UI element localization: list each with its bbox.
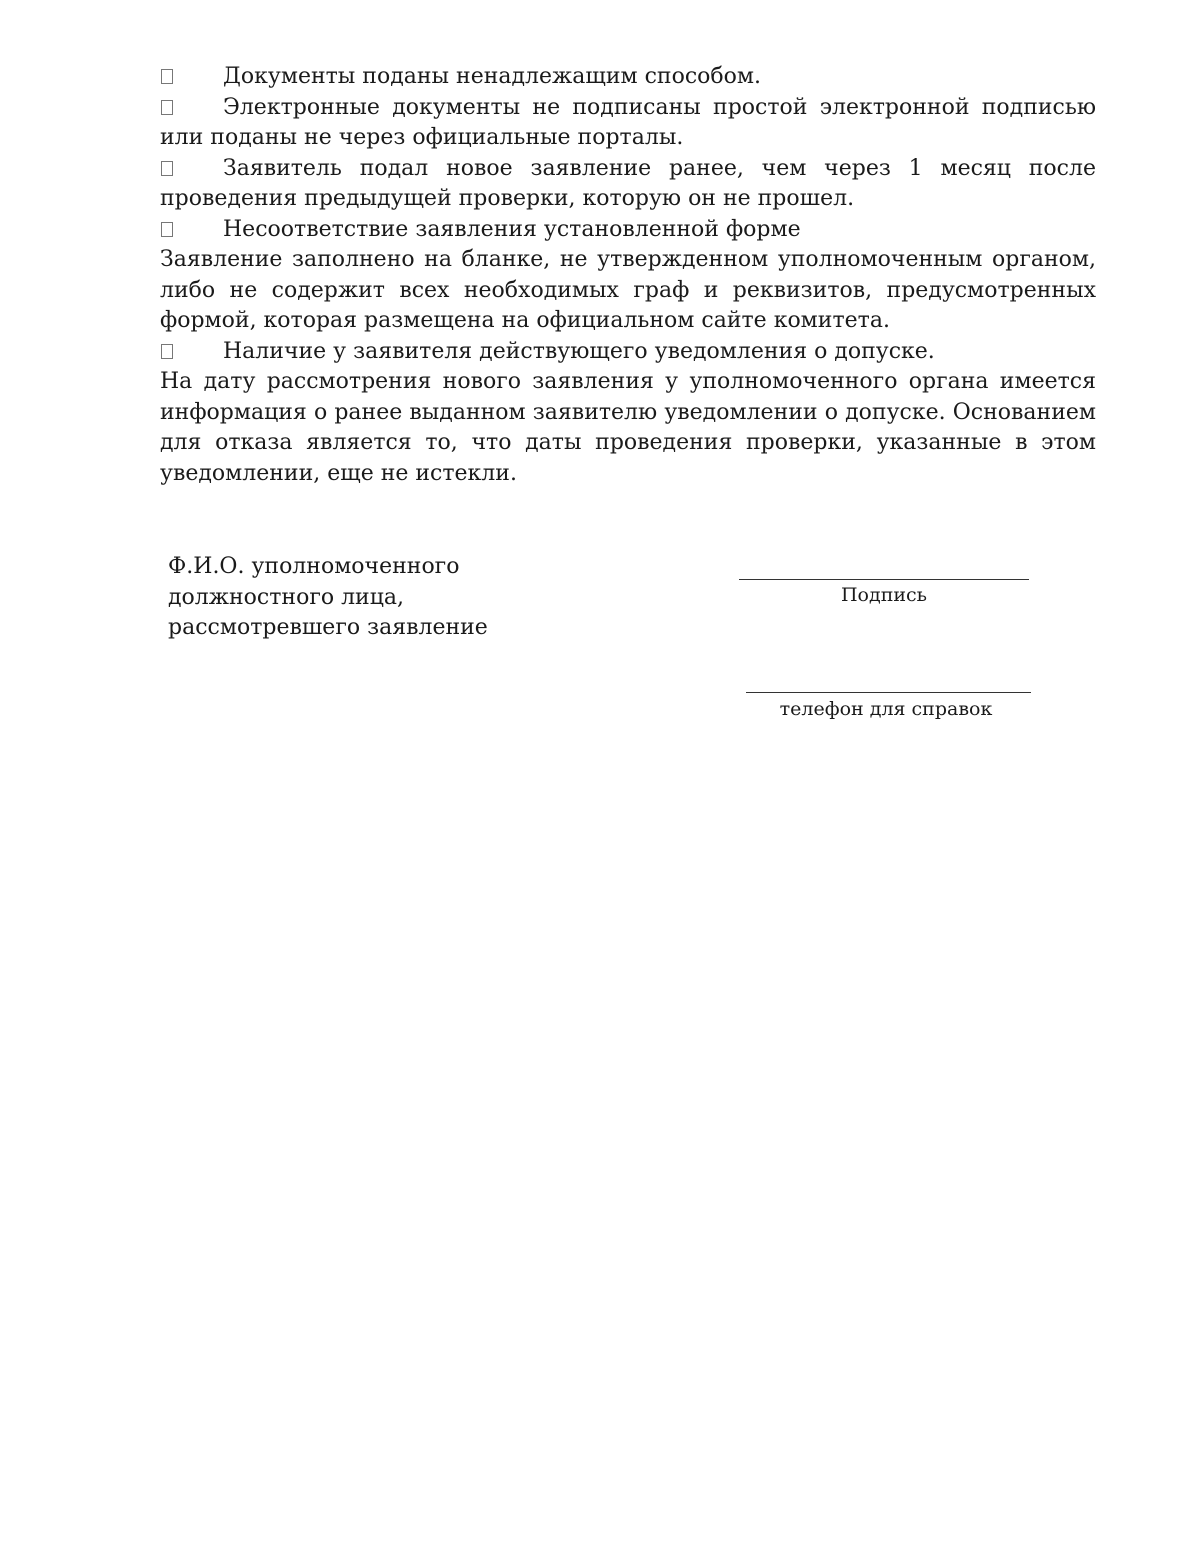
signature-caption: Подпись [840, 584, 928, 606]
reason-item-2 [160, 93, 1096, 154]
reason-text: Заявитель подал новое заявление ранее, чем через 1 месяц после проведения предыдущей проверки, которую он не прошел. [160, 155, 1096, 211]
signature-line [739, 579, 1029, 580]
checkbox[interactable] [161, 161, 173, 176]
checkbox[interactable] [161, 69, 173, 84]
reason-explanation: Заявление заполнено на бланке, не утвержденном уполномоченным органом, либо не содержит всех необходимых граф и реквизитов, предусмотренных формой, которая размещена на официальном сайте комитета. [160, 247, 1096, 333]
checkbox[interactable] [161, 344, 173, 359]
phone-caption: телефон для справок [779, 698, 993, 720]
reason-text: Электронные документы не подписаны простой электронной подписью или поданы не через официальные порталы. [160, 94, 1096, 150]
reason-explanation: На дату рассмотрения нового заявления у уполномоченного органа имеется информация о ранее выданном заявителю уведомлении о допуске. Основанием для отказа является то, что даты проведения проверки, указанные в этом уведомлении, еще не истекли. [160, 369, 1096, 486]
reason-item-5 [160, 337, 1096, 368]
reason-text: Несоответствие заявления установленной форме [223, 216, 801, 242]
official-name-label [168, 552, 488, 644]
reason-text: Документы поданы ненадлежащим способом. [223, 64, 762, 89]
official-label-line: рассмотревшего заявление [168, 615, 488, 640]
refusal-reasons [160, 62, 1096, 489]
official-label-line: должностного лица, [168, 584, 404, 610]
reason-item-3 [160, 154, 1096, 215]
reason-item-1 [160, 62, 1096, 93]
reason-text: Наличие у заявителя действующего уведомления о допуске. [223, 338, 935, 364]
official-label-line: Ф.И.О. уполномоченного [168, 554, 460, 579]
checkbox[interactable] [161, 222, 173, 237]
phone-line [746, 692, 1031, 693]
reason-item-4 [160, 215, 1096, 246]
checkbox[interactable] [161, 100, 173, 115]
